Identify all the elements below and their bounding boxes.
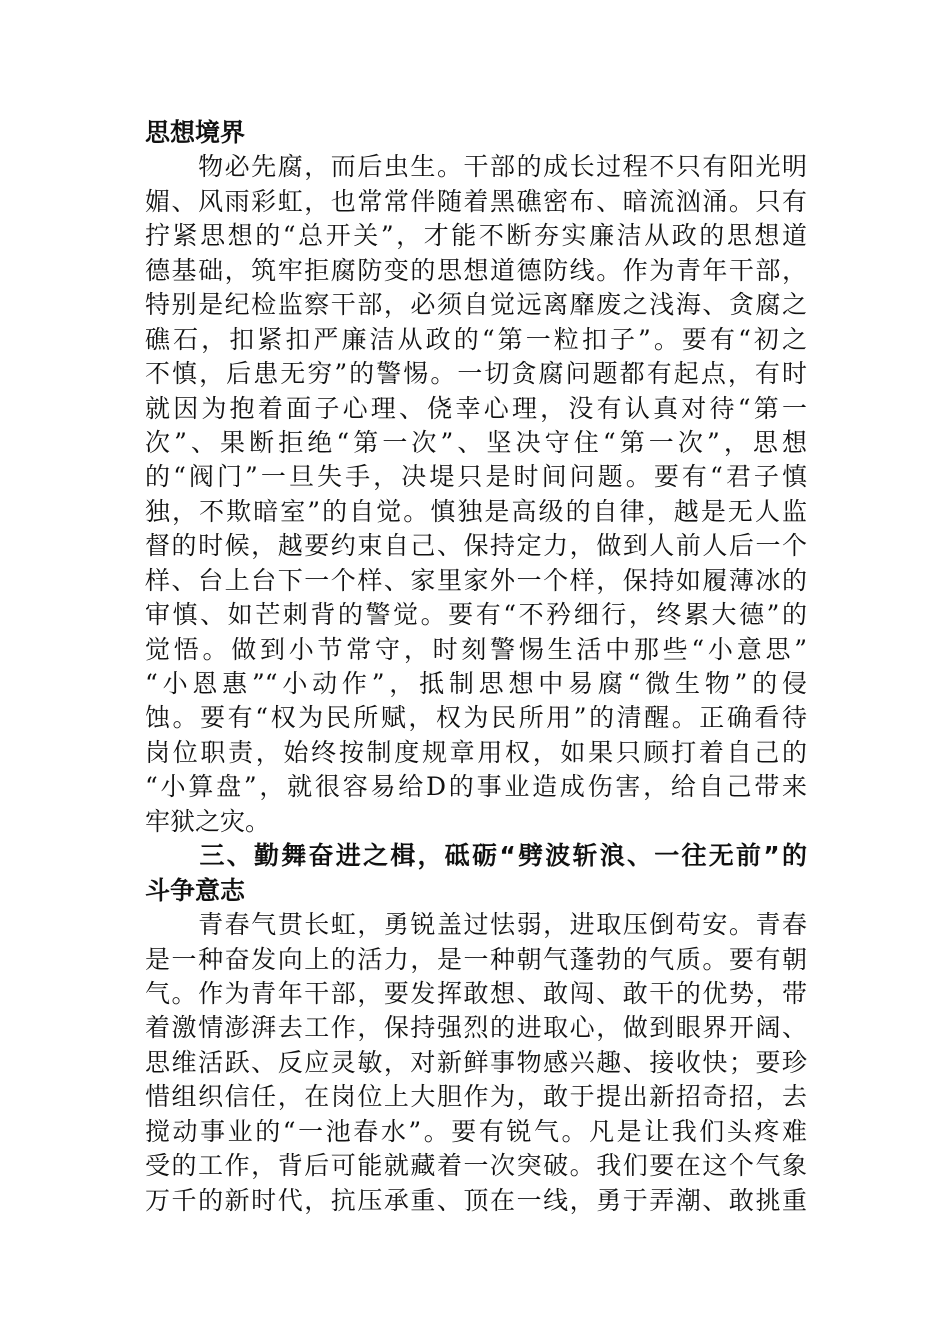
body-text-line: 礁石，扣紧扣严廉洁从政的“第一粒扣子”。要有“初之 — [145, 324, 807, 354]
document-body — [145, 116, 807, 1218]
body-text-line: 审慎、如芒刺背的警觉。要有“不矜细行，终累大德”的 — [145, 600, 807, 630]
body-text-line: 思维活跃、反应灵敏，对新鲜事物感兴趣、接收快；要珍 — [145, 1047, 807, 1077]
body-text-line: 就因为抱着面子心理、侥幸心理，没有认真对待“第一 — [145, 393, 807, 423]
body-text-line: 觉悟。做到小节常守，时刻警惕生活中那些“小意思” — [145, 634, 807, 664]
body-text-line: 的“阀门”一旦失手，决堤只是时间问题。要有“君子慎 — [145, 462, 807, 492]
body-text-line: 拧紧思想的“总开关”，才能不断夯实廉洁从政的思想道 — [145, 221, 807, 251]
body-text-line: 惜组织信任，在岗位上大胆作为，敢于提出新招奇招，去 — [145, 1082, 807, 1112]
section-heading-line: 三、勤舞奋进之楫，砥砺“劈波斩浪、一往无前”的 — [145, 841, 807, 871]
body-text-line: 样、台上台下一个样、家里家外一个样，保持如履薄冰的 — [145, 565, 807, 595]
body-text-line: 德基础，筑牢拒腐防变的思想道德防线。作为青年干部， — [145, 255, 807, 285]
body-text-line: 牢狱之灾。 — [145, 806, 271, 836]
body-text-line: 青春气贯长虹，勇锐盖过怯弱，进取压倒苟安。青春 — [145, 910, 807, 940]
body-text-line: 独，不欺暗室”的自觉。慎独是高级的自律，越是无人监 — [145, 496, 807, 526]
body-text-line: 物必先腐，而后虫生。干部的成长过程不只有阳光明 — [145, 152, 807, 182]
body-text-line: 是一种奋发向上的活力，是一种朝气蓬勃的气质。要有朝 — [145, 944, 807, 974]
body-text-line: 气。作为青年干部，要发挥敢想、敢闯、敢干的优势，带 — [145, 978, 807, 1008]
body-text-line: 万千的新时代，抗压承重、顶在一线，勇于弄潮、敢挑重 — [145, 1185, 807, 1215]
body-text-line: 岗位职责，始终按制度规章用权，如果只顾打着自己的 — [145, 737, 807, 767]
body-text-line: 着激情澎湃去工作，保持强烈的进取心，做到眼界开阔、 — [145, 1013, 807, 1043]
body-text-line: 不慎，后患无穷”的警惕。一切贪腐问题都有起点，有时 — [145, 359, 807, 389]
body-text-line: 媚、风雨彩虹，也常常伴随着黑礁密布、暗流汹涌。只有 — [145, 186, 807, 216]
body-text-line: 搅动事业的“一池春水”。要有锐气。凡是让我们头疼难 — [145, 1116, 807, 1146]
body-text-line: “小算盘”，就很容易给D的事业造成伤害，给自己带来 — [145, 772, 807, 802]
body-text-line: 次”、果断拒绝“第一次”、坚决守住“第一次”，思想 — [145, 427, 807, 457]
body-text-line: 特别是纪检监察干部，必须自觉远离靡废之浅海、贪腐之 — [145, 290, 807, 320]
section-heading-line: 斗争意志 — [145, 875, 246, 905]
body-text-line: “小恩惠”“小动作”，抵制思想中易腐“微生物”的侵 — [145, 669, 807, 698]
body-text-line: 受的工作，背后可能就藏着一次突破。我们要在这个气象 — [145, 1151, 807, 1181]
body-text-line: 督的时候，越要约束自己、保持定力，做到人前人后一个 — [145, 531, 807, 561]
body-text-line: 蚀。要有“权为民所赋，权为民所用”的清醒。正确看待 — [145, 703, 807, 733]
section-heading-line: 思想境界 — [145, 118, 246, 147]
